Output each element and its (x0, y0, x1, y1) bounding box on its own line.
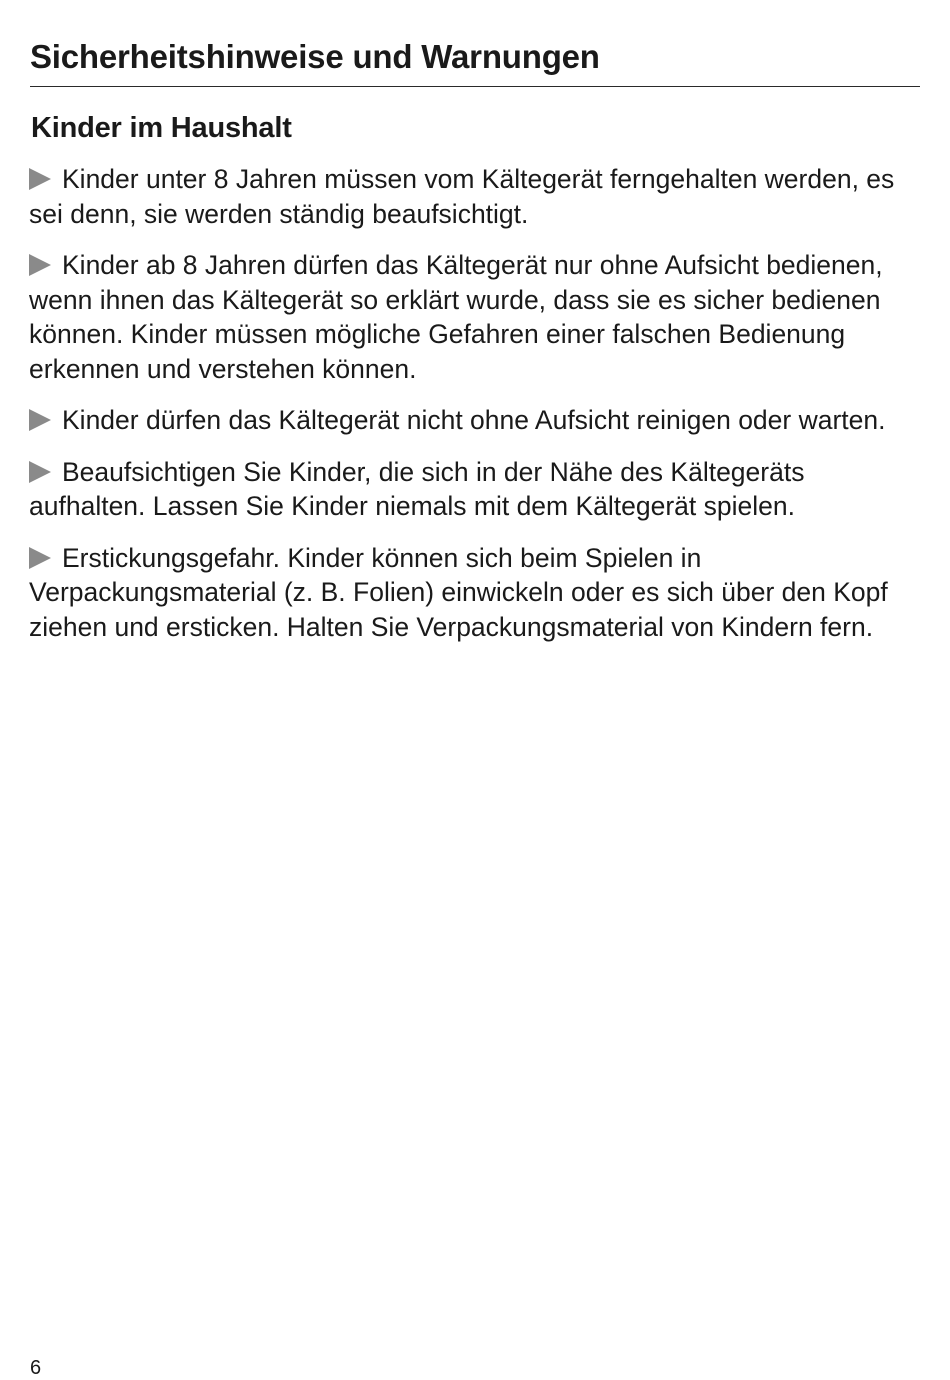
triangle-right-icon (29, 254, 51, 276)
triangle-right-icon (29, 461, 51, 483)
list-item-text: Kinder ab 8 Jahren dürfen das Kältegerät nur ohne Aufsicht bedienen, wenn ihnen das Kältegerät so erklärt wurde, dass sie es sicher bedienen können. Kinder müssen mögliche Gefahren einer falschen Bedienung erkennen und verstehen können. (29, 250, 883, 384)
triangle-right-icon (29, 409, 51, 431)
list-item (29, 541, 919, 645)
triangle-right-icon (29, 547, 51, 569)
list-item-text: Erstickungsgefahr. Kinder können sich beim Spielen in Verpackungsmaterial (z. B. Folien) einwickeln oder es sich über den Kopf ziehen und ersticken. Halten Sie Verpackungsmaterial von Kindern fern. (29, 542, 888, 642)
list-item (29, 248, 919, 386)
list-item (29, 455, 919, 524)
page-number: 6 (30, 1357, 42, 1379)
section-title: Kinder im Haushalt (31, 112, 292, 144)
triangle-right-icon (29, 168, 51, 190)
list-item-text: Beaufsichtigen Sie Kinder, die sich in der Nähe des Kältegeräts aufhalten. Lassen Sie Kinder niemals mit dem Kältegerät spielen. (29, 456, 805, 521)
page-header (30, 34, 920, 87)
page-title: Sicherheitshinweise und Warnungen (30, 38, 600, 75)
list-item-text: Kinder unter 8 Jahren müssen vom Kältegerät ferngehalten werden, es sei denn, sie werden ständig beaufsichtigt. (29, 164, 895, 229)
list-item (29, 403, 919, 438)
safety-instructions-list (29, 162, 919, 661)
list-item-text: Kinder dürfen das Kältegerät nicht ohne Aufsicht reinigen oder warten. (62, 405, 886, 435)
list-item (29, 162, 919, 231)
